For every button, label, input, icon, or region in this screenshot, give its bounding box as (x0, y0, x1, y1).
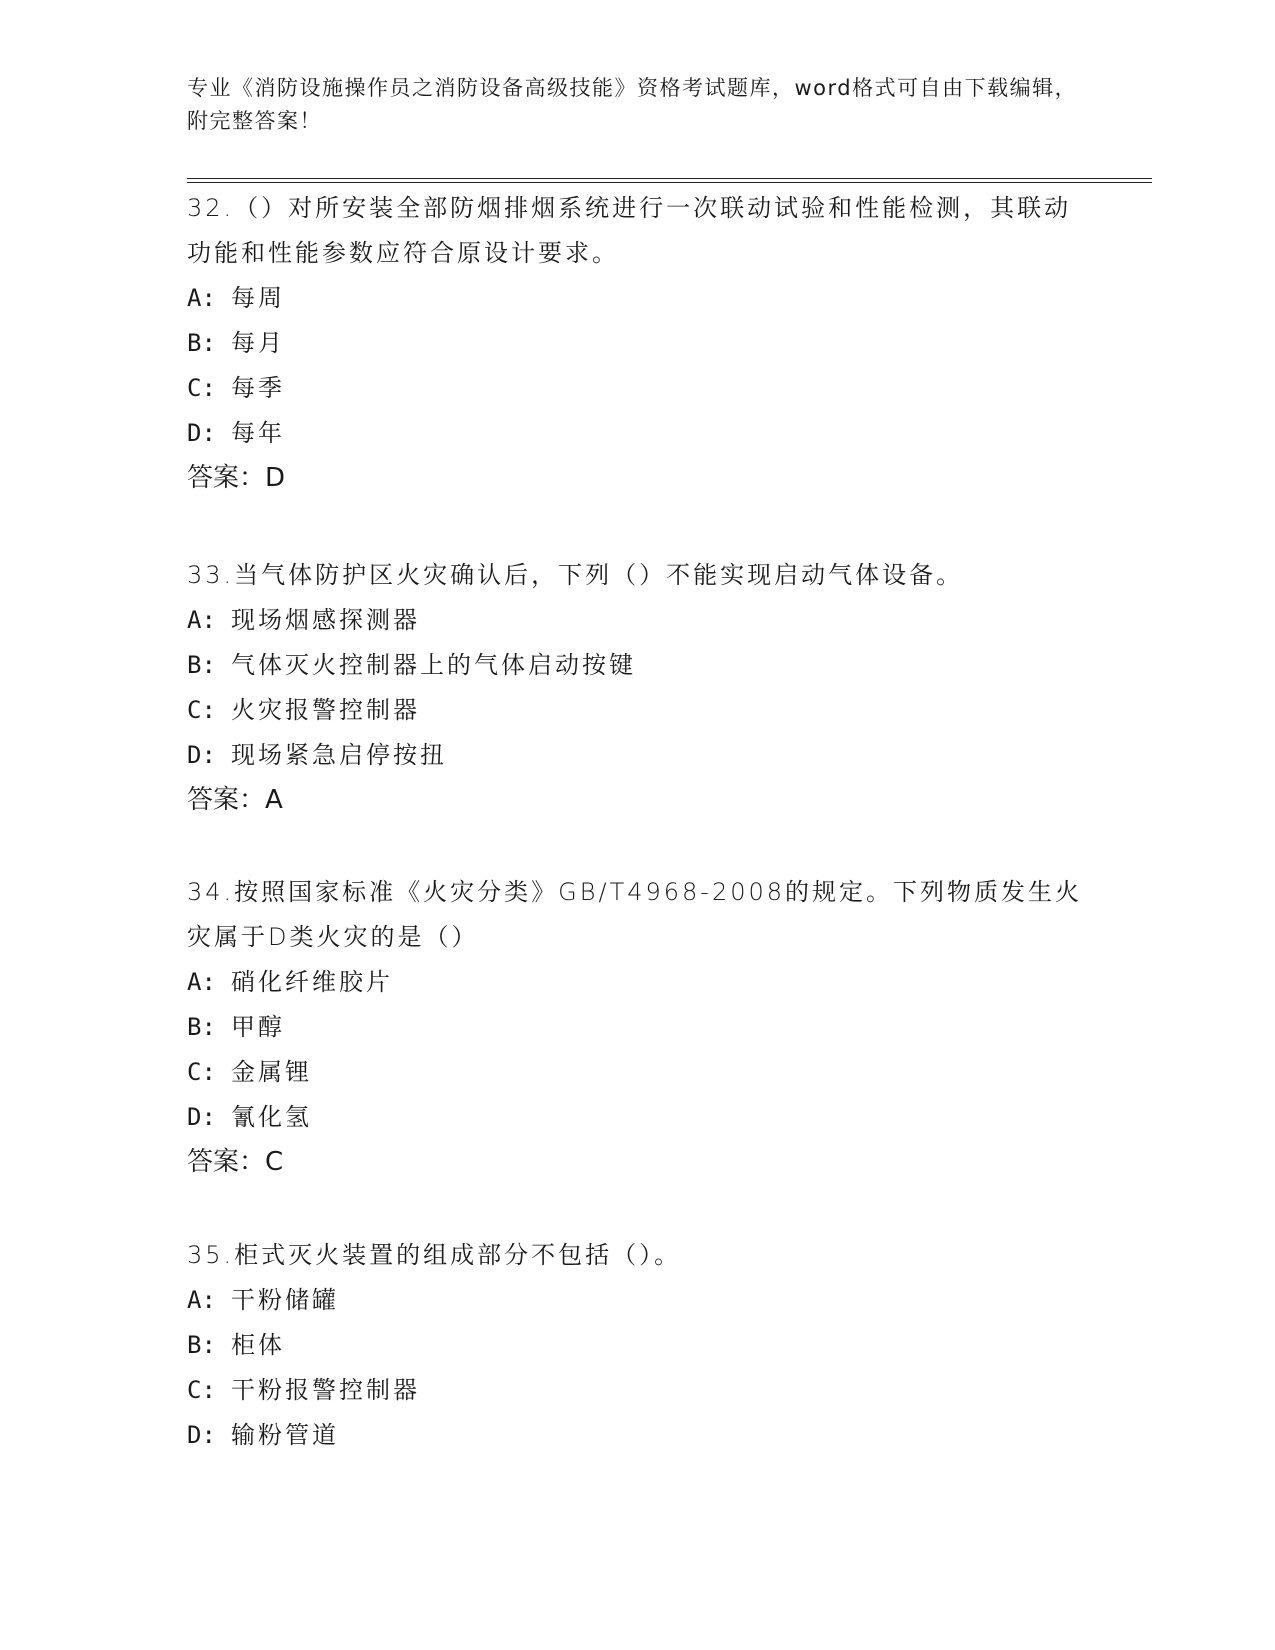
option-text: 每月 (231, 329, 285, 357)
question-stem: 33.当气体防护区火灾确认后，下列（）不能实现启动气体设备。 (187, 561, 964, 589)
option-letter: A: (187, 284, 216, 312)
question-33 (187, 553, 1087, 823)
option-letter: A: (187, 968, 216, 996)
header-divider-top (187, 178, 1152, 179)
option-text: 输粉管道 (231, 1421, 339, 1449)
option-d (187, 1413, 1087, 1458)
option-text: 现场烟感探测器 (231, 606, 420, 634)
option-a (187, 276, 1087, 321)
header-divider-bottom (187, 182, 1152, 183)
answer-line: 答案：D (187, 463, 286, 493)
option-c (187, 1368, 1087, 1413)
option-c (187, 366, 1087, 411)
option-letter: A: (187, 606, 216, 634)
question-35 (187, 1233, 1087, 1458)
question-stem: 35.柜式灭火装置的组成部分不包括（）。 (187, 1241, 682, 1269)
option-text: 干粉储罐 (231, 1286, 339, 1314)
option-letter: D: (187, 419, 216, 447)
option-text: 每年 (231, 419, 285, 447)
option-text: 每周 (231, 284, 285, 312)
option-letter: B: (187, 651, 216, 679)
option-text: 干粉报警控制器 (231, 1376, 420, 1404)
question-stem: 32.（）对所安装全部防烟排烟系统进行一次联动试验和性能检测，其联动功能和性能参数应符合原设计要求。 (187, 194, 1072, 267)
question-stem: 34.按照国家标准《火灾分类》GB/T4968-2008的规定。下列物质发生火灾属于D类火灾的是（） (187, 878, 1083, 951)
option-letter: B: (187, 1331, 216, 1359)
option-b (187, 643, 1087, 688)
option-a (187, 598, 1087, 643)
option-letter: D: (187, 1103, 216, 1131)
option-letter: C: (187, 374, 216, 402)
option-letter: A: (187, 1286, 216, 1314)
option-text: 现场紧急启停按扭 (231, 741, 447, 769)
option-b (187, 1323, 1087, 1368)
option-d (187, 733, 1087, 778)
option-text: 氰化氢 (231, 1103, 312, 1131)
option-b (187, 1005, 1087, 1050)
question-32 (187, 186, 1087, 501)
option-letter: B: (187, 329, 216, 357)
option-text: 每季 (231, 374, 285, 402)
option-letter: C: (187, 696, 216, 724)
option-text: 金属锂 (231, 1058, 312, 1086)
option-d (187, 1095, 1087, 1140)
option-a (187, 960, 1087, 1005)
option-b (187, 321, 1087, 366)
option-d (187, 411, 1087, 456)
option-letter: D: (187, 1421, 216, 1449)
option-letter: B: (187, 1013, 216, 1041)
option-text: 气体灭火控制器上的气体启动按键 (231, 651, 636, 679)
option-c (187, 1050, 1087, 1095)
option-text: 柜体 (231, 1331, 285, 1359)
option-text: 火灾报警控制器 (231, 696, 420, 724)
answer-line: 答案：A (187, 785, 283, 815)
option-c (187, 688, 1087, 733)
question-34 (187, 870, 1087, 1185)
option-text: 甲醇 (231, 1013, 285, 1041)
option-letter: D: (187, 741, 216, 769)
answer-line: 答案：C (187, 1147, 284, 1177)
option-a (187, 1278, 1087, 1323)
option-letter: C: (187, 1058, 216, 1086)
document-header: 专业《消防设施操作员之消防设备高级技能》资格考试题库，word格式可自由下载编辑，附完整答案！ (187, 76, 1078, 133)
option-letter: C: (187, 1376, 216, 1404)
option-text: 硝化纤维胶片 (231, 968, 393, 996)
